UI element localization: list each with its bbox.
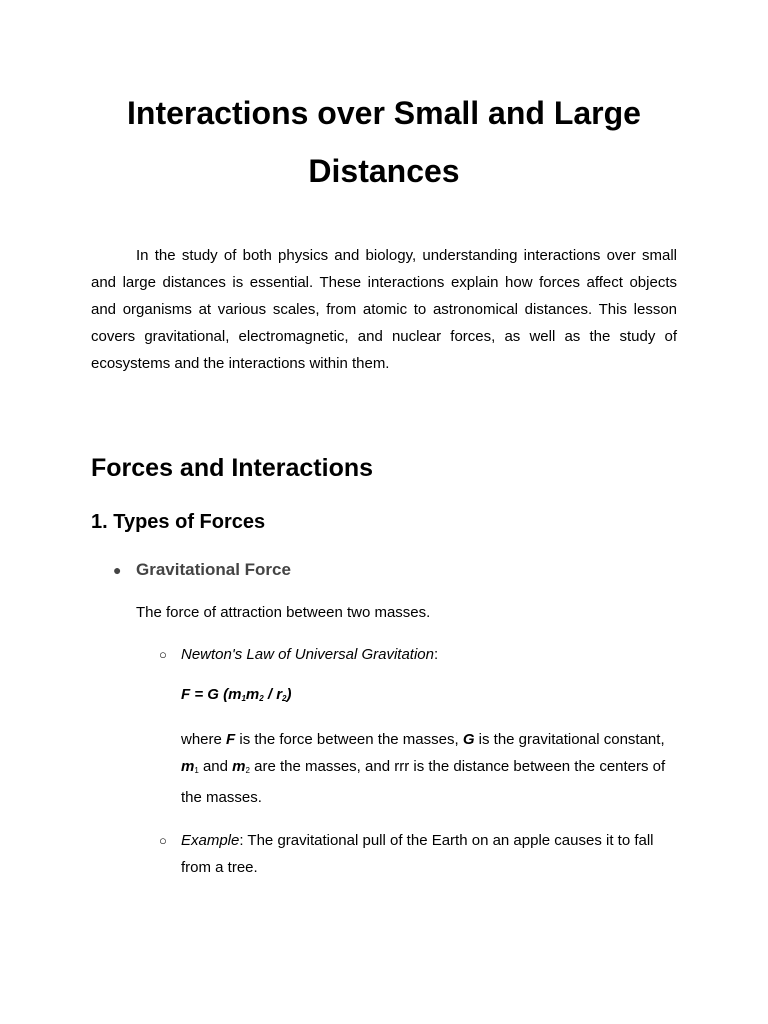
formula-part: m <box>245 686 260 703</box>
example-text: : The gravitational pull of the Earth on an apple causes it to fall from a tree. <box>181 832 654 876</box>
bullet-item-gravitational-force <box>91 557 677 583</box>
intro-paragraph: In the study of both physics and biology, understanding interactions over small and large distances is essential. These interactions explain how forces affect objects and organisms at various scales, from atomic to astronomical distances. This lesson covers gravitational, electromagnetic, and nuclear forces, as well as the study of ecosystems and the interactions within them. <box>91 247 677 372</box>
symbol-G: G <box>462 731 475 748</box>
document-title: Interactions over Small and Large Distances <box>127 95 641 189</box>
explain-text: are the masses, and rrr is the distance between the centers of the masses. <box>181 758 666 806</box>
explain-text: and <box>198 758 233 775</box>
gravity-formula <box>181 682 677 712</box>
subsection-heading: 1. Types of Forces <box>91 511 266 533</box>
formula-part: F = G (m <box>181 686 242 703</box>
symbol-subscript: 2 <box>245 766 250 775</box>
formula-subscript: 2 <box>282 694 287 703</box>
explain-text: where <box>181 731 227 748</box>
formula-part: ) <box>286 686 292 703</box>
formula-subscript: 2 <box>259 694 264 703</box>
formula-explanation <box>181 726 677 811</box>
circle-bullet-icon: ○ <box>159 647 167 662</box>
bullet-icon: ● <box>113 562 122 578</box>
symbol-m1: m <box>181 758 195 775</box>
symbol-subscript: 1 <box>194 766 199 775</box>
law-colon: : <box>433 646 439 663</box>
explain-text: is the force between the masses, <box>235 731 463 748</box>
symbol-m2: m <box>232 758 246 775</box>
sub-bullet-law <box>159 641 677 668</box>
bullet-label: Gravitational Force <box>136 560 291 579</box>
explain-text: is the gravitational constant, <box>474 731 665 748</box>
sub-bullet-example <box>159 827 677 881</box>
circle-bullet-icon: ○ <box>159 833 167 848</box>
symbol-F: F <box>226 731 236 748</box>
force-description: The force of attraction between two masses. <box>136 604 431 621</box>
formula-part: / r <box>263 686 283 703</box>
example-label: Example <box>181 832 240 849</box>
section-heading: Forces and Interactions <box>91 454 374 482</box>
formula-subscript: 1 <box>241 694 246 703</box>
law-label: Newton's Law of Universal Gravitation <box>181 646 434 663</box>
